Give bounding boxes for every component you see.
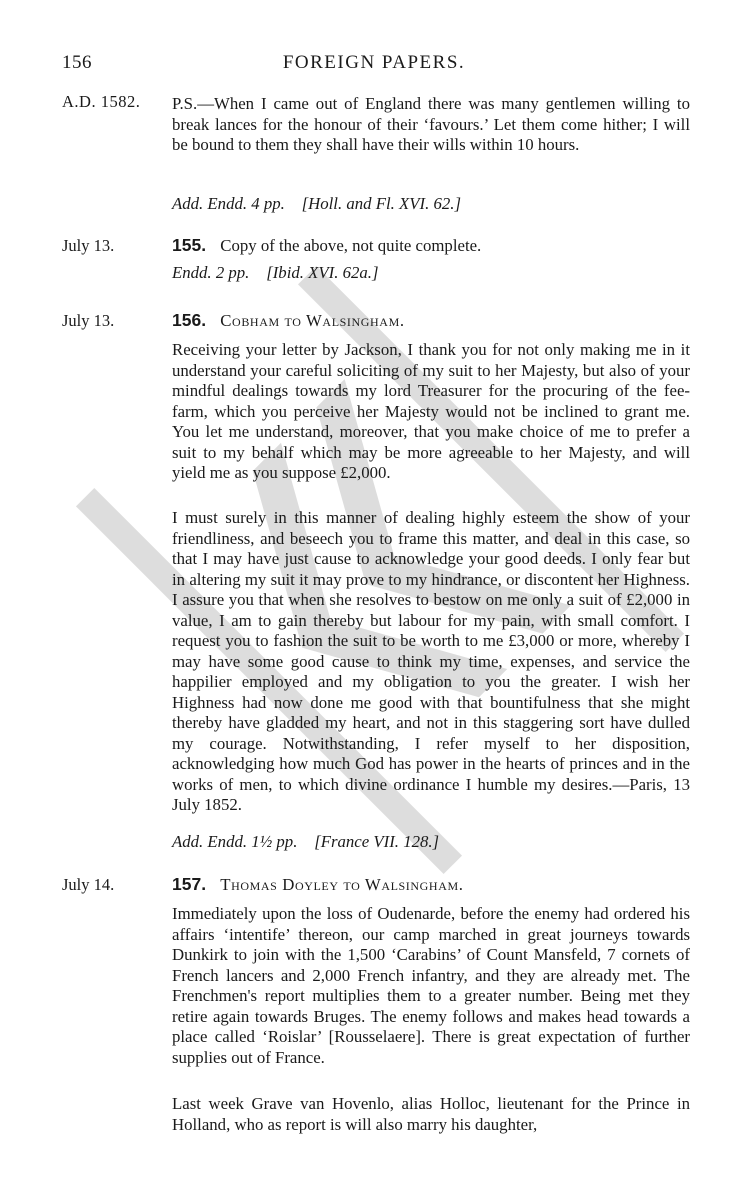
entry-number: 156. bbox=[172, 310, 207, 330]
entry-heading: Cobham to Walsingham. bbox=[220, 311, 405, 330]
postscript-paragraph bbox=[172, 94, 690, 156]
postscript-reference-bracket: [Holl. and Fl. XVI. 62.] bbox=[301, 194, 462, 213]
entry-body bbox=[172, 904, 690, 1068]
entry-heading-line bbox=[172, 874, 690, 896]
body-paragraph: Receiving your letter by Jackson, I thank you for not only making me in it understand your careful soliciting of my suit to her Majesty, but also of your mindful dealings towards my lord Treasurer for the procuring of the fee-farm, which you perceive her Majesty would not be inclined to grant me. You let me understand, moreover, that you make choice of me to prefer a suit to my behalf which may be more agreeable to her Majesty, and will yield me as you suppose £2,000. bbox=[172, 340, 690, 482]
running-head: FOREIGN PAPERS. bbox=[282, 52, 466, 73]
entry-body bbox=[172, 1094, 690, 1135]
postscript-reference-prefix: Add. Endd. 4 pp. bbox=[172, 194, 285, 213]
entry-reference-bracket: [France VII. 128.] bbox=[314, 832, 440, 851]
entry-reference-prefix: Add. Endd. 1½ pp. bbox=[172, 832, 298, 851]
entry-date: July 13. bbox=[62, 236, 115, 255]
entry-body bbox=[172, 340, 690, 484]
entry-number: 155. bbox=[172, 235, 207, 255]
postscript-reference bbox=[172, 194, 461, 214]
page-number: 156 bbox=[62, 52, 92, 73]
entry-reference-bracket: [Ibid. XVI. 62a.] bbox=[266, 263, 379, 282]
postscript-text: P.S.—When I came out of England there was many gentlemen willing to break lances for the honour of their ‘favours.’ Let them come hither; I will be bound to them they shall have their wills within 10 hours. bbox=[172, 94, 690, 154]
entry-date: July 14. bbox=[62, 875, 115, 894]
entry-reference-prefix: Endd. 2 pp. bbox=[172, 263, 250, 282]
entry-heading-line bbox=[172, 310, 690, 332]
entry-reference bbox=[172, 263, 379, 283]
entry-date: July 13. bbox=[62, 311, 115, 330]
entry-number: 157. bbox=[172, 874, 207, 894]
entry-heading: Copy of the above, not quite complete. bbox=[220, 236, 482, 255]
year-marker: A.D. 1582. bbox=[62, 92, 141, 111]
body-paragraph: Immediately upon the loss of Oudenarde, before the enemy had ordered his affairs ‘intentife’ thereon, our camp marched in great journeys towards Dunkirk to join with the 1,500 ‘Carabins’ of Count Mansfeld, 7 cornets of French lancers and 2,000 French infantry, and they are already met. The Frenchmen's report multiplies them to a greater number. Being met they retire again towards Bruges. The enemy follows and makes head towards a place called ‘Roislar’ [Rousselaere]. There is great expectation of further supplies out of France. bbox=[172, 904, 690, 1067]
entry-reference bbox=[172, 832, 439, 852]
body-paragraph: I must surely in this manner of dealing highly esteem the show of your friendliness, and beseech you to frame this matter, and deal in this case, so that I may have just cause to acknowledge your good deeds. I only fear but in altering my suit it may prove to my hindrance, or discontent her Highness. I assure you that when she resolves to bestow on me only a suit of £2,000 in value, I am to gain thereby but labour for my pain, with small comfort. I request you to fashion the suit to be worth to me £3,000 or more, whereby I may have some good cause to think my time, expenses, and service the happilier employed and my obligation to you the greater. I wish her Highness had now done me good with that bountifulness that she might thereby have gladded my heart, and not in this staggering sort have dulled my courage. Notwithstanding, I refer myself to her disposition, acknowledging how much God has power in the hearts of princes and in the works of men, to which divine ordinance I humble my desires.—Paris, 13 July 1852. bbox=[172, 508, 690, 814]
entry-heading-line bbox=[172, 235, 690, 257]
body-paragraph: Last week Grave van Hovenlo, alias Holloc, lieutenant for the Prince in Holland, who as report is will also marry his daughter, bbox=[172, 1094, 690, 1134]
entry-body bbox=[172, 508, 690, 816]
entry-heading: Thomas Doyley to Walsingham. bbox=[220, 875, 464, 894]
